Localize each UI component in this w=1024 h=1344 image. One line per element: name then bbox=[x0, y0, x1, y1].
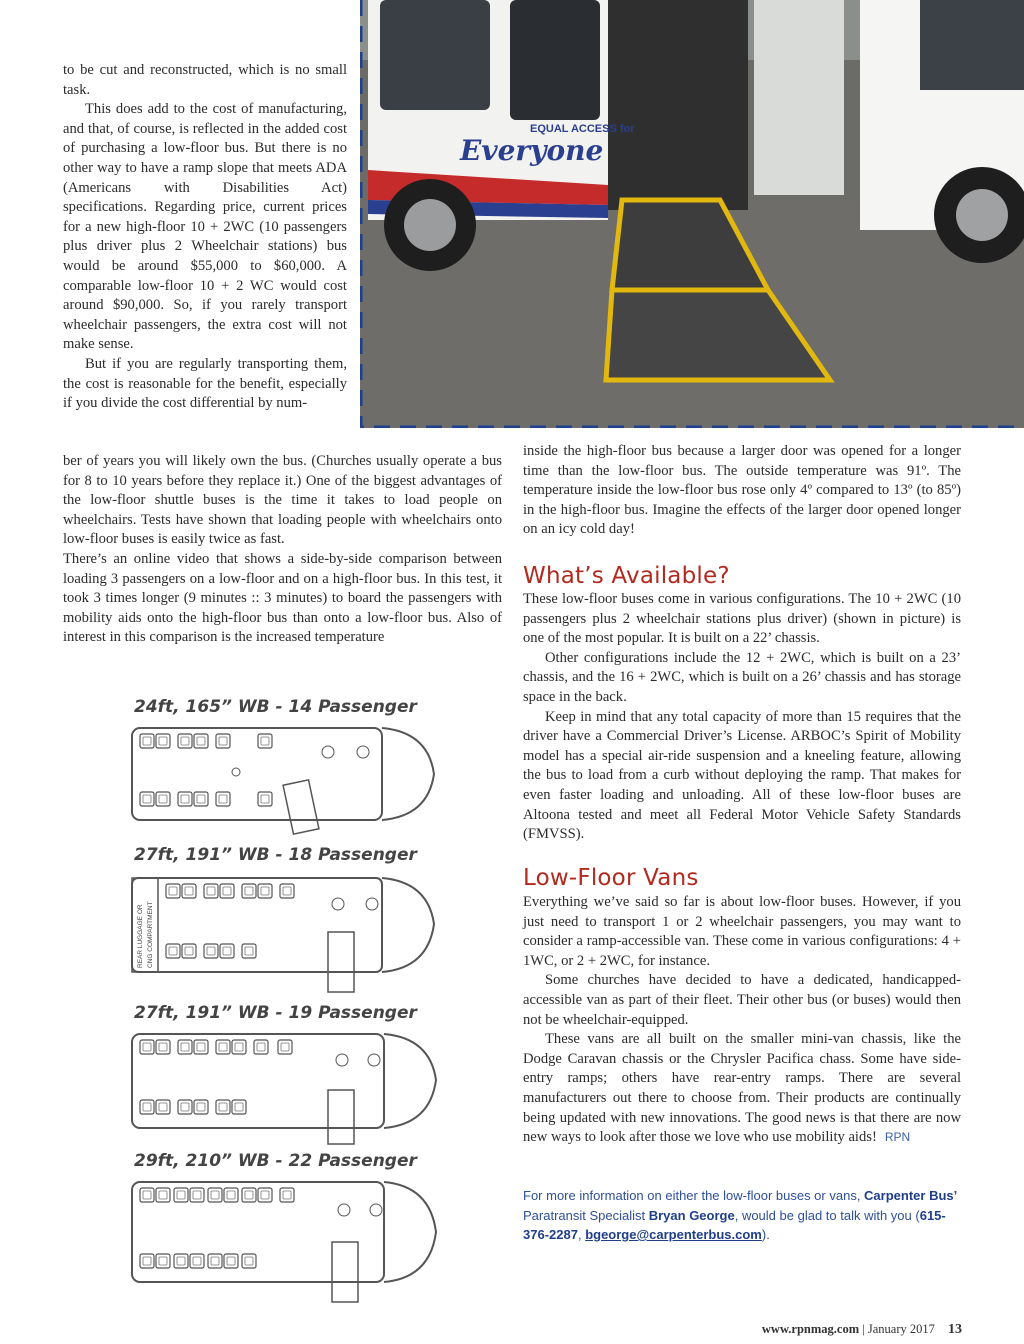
paragraph: ber of years you will likely own the bus. (Churches usually operate a bus for 8 to 10 years before they replace it.) One of the biggest advantages of the low-floor shuttle buses is the time it takes to load people on wheelchairs. Tests have shown that loading people with wheelchairs onto low-floor buses is easily twice as fast. bbox=[63, 453, 502, 548]
paragraph: These low-floor buses come in various configurations. The 10 + 2WC (10 passengers plus 2 wheelchair stations plus driver) (shown in picture) is one of the most popular. It is built on a 22’ chassis. bbox=[523, 591, 961, 647]
paragraph: Other configurations include the 12 + 2WC, which is built on a 23’ chassis, and the 16 + 2WC, which is built on a 26’ chassis and has storage space in the back. bbox=[523, 649, 961, 705]
info-text: Paratransit Specialist bbox=[523, 1207, 649, 1223]
floorplan-14-passenger bbox=[132, 728, 434, 834]
rpn-signoff: RPN bbox=[884, 1130, 911, 1145]
paragraph: But if you are regularly transporting them, the cost is reasonable for the benefit, especially if you divide the cost differential by num- bbox=[63, 355, 347, 412]
paragraph: This does add to the cost of manufacturing, and that, of course, is reflected in the added cost of purchasing a low-floor bus. But there is no other way to have a ramp slope that meets ADA (Americans with Disabilities Act) specifications. Regarding price, current prices for a new high-floor 10 + 2WC (10 passengers plus driver plus 2 Wheelchair stations) bus would be around $55,000 to $60,000. A comparable low-floor 10 + 2 WC would cost around $90,000. So, if you rarely transport wheelchair passengers, the extra cost will not make sense. bbox=[63, 101, 347, 353]
footer-divider: | bbox=[862, 1322, 865, 1336]
paragraph: inside the high-floor bus because a larger door was opened for a longer time than the low-floor bus. The outside temperature was 91º. The temperature inside the low-floor bus rose only 4º compared to 13º (to 85º) in the high-floor bus. Imagine the effects of the larger door opened longer on an icy cold day! bbox=[523, 443, 961, 538]
section-low-floor-vans-body bbox=[523, 893, 961, 1148]
contact-phone: 615-376-2287 bbox=[523, 1207, 946, 1242]
page-number: 13 bbox=[948, 1322, 962, 1337]
logo-wordmark: Everyone bbox=[460, 134, 604, 167]
floorplan-19-passenger bbox=[132, 1034, 436, 1144]
info-text: For more information on either the low-floor buses or vans, bbox=[523, 1188, 865, 1203]
floorplan-diagrams bbox=[128, 690, 446, 1340]
page-footer bbox=[762, 1322, 962, 1338]
paragraph-text: These vans are all built on the smaller mini-van chassis, like the Dodge Caravan chassis or the Chrysler Pacifica chass. Some have side-entry ramps; others have rear-entry ramps. There are several manufacturers out there to choose from. Their products are continually being updated with new innovations. The good news is that there are now new ways to look after those we love who use mobility aids! bbox=[523, 1031, 961, 1146]
floorplan-title: 29ft, 210” WB - 22 Passenger bbox=[134, 1151, 417, 1171]
logo-tagline: EQUAL ACCESS for bbox=[530, 123, 635, 135]
floorplan-title: 24ft, 165” WB - 14 Passenger bbox=[134, 697, 417, 717]
floorplan-18-passenger bbox=[132, 878, 434, 992]
bus-ramp-photo bbox=[360, 0, 1024, 428]
footer-date: January 2017 bbox=[867, 1322, 935, 1336]
floorplan-title: 27ft, 191” WB - 19 Passenger bbox=[134, 1003, 417, 1023]
rear-compartment-label: CNG COMPARTMENT bbox=[147, 901, 154, 968]
contact-email[interactable]: bgeorge@carpenterbus.com bbox=[585, 1227, 762, 1242]
company-name: Carpenter Bus’ bbox=[864, 1188, 958, 1203]
info-text: ). bbox=[761, 1227, 770, 1242]
section-whats-available-body bbox=[523, 590, 961, 845]
paragraph: to be cut and reconstructed, which is no small task. bbox=[63, 62, 347, 98]
rear-compartment-label: REAR LUGGAGE OR bbox=[137, 904, 144, 968]
floorplan-title: 27ft, 191” WB - 18 Passenger bbox=[134, 845, 417, 865]
contact-name: Bryan George bbox=[648, 1207, 735, 1223]
info-text: , bbox=[577, 1227, 586, 1242]
paragraph: Some churches have decided to have a dedicated, handicapped-accessible van as part of their fleet. Their other bus (or buses) would then not be wheelchair-equipped. bbox=[523, 972, 961, 1028]
paragraph bbox=[523, 1030, 961, 1148]
contact-info bbox=[523, 1186, 963, 1245]
left-column-wide bbox=[63, 452, 502, 648]
right-column-continuation bbox=[523, 442, 961, 540]
paragraph: Keep in mind that any total capacity of more than 15 requires that the driver have a Commercial Driver’s License. ARBOC’s Spirit of Mobility model has a special air-ride suspension and a kneeling feature, allowing the bus to load from a curb without deploying the ramp. That makes for even faster loading and unloading. All of these low-floor buses are Altoona tested and meet all Federal Motor Vehicle Safety Standards (FMVSS). bbox=[523, 708, 961, 843]
section-heading-low-floor-vans: Low-Floor Vans bbox=[523, 865, 699, 891]
floorplan-22-passenger bbox=[132, 1182, 436, 1302]
info-text: , would be glad to talk with you ( bbox=[734, 1207, 920, 1223]
footer-site: www.rpnmag.com bbox=[761, 1322, 860, 1336]
section-heading-whats-available: What’s Available? bbox=[523, 563, 730, 589]
paragraph: There’s an online video that shows a side-by-side comparison between loading 3 passengers on a low-floor and on a high-floor bus. In this test, it took 3 times longer (9 minutes :: 3 minutes) to board the passengers with mobility aids onto the high-floor bus than onto a low-floor bus. Also of interest in this comparison is the increased temperature bbox=[63, 550, 502, 646]
paragraph: Everything we’ve said so far is about low-floor buses. However, if you just need to transport 1 or 2 wheelchair passengers, you may want to consider a ramp-accessible van. These come in various configurations: 4 + 1WC, or 2 + 2WC, for instance. bbox=[523, 894, 961, 969]
left-column-top bbox=[63, 61, 347, 414]
